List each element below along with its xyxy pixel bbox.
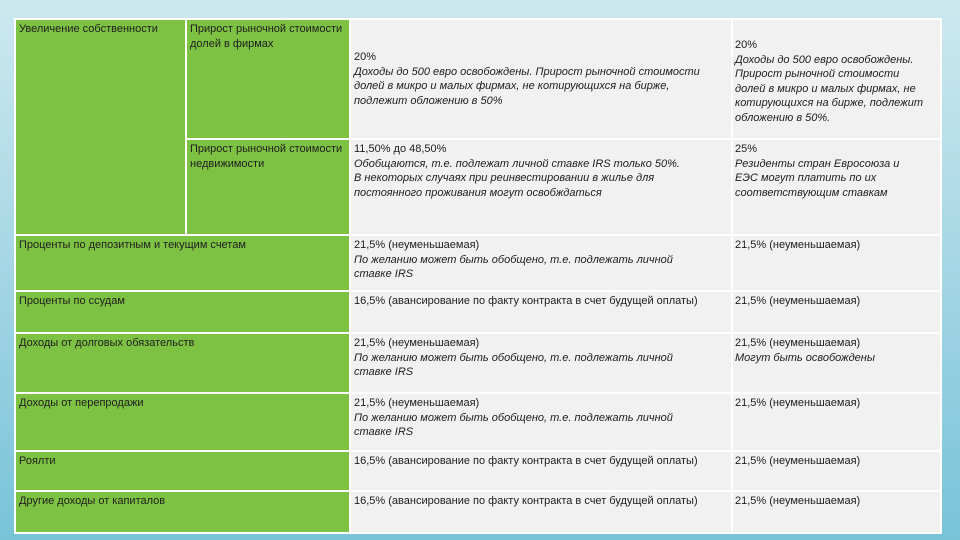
col2-cell <box>732 19 941 139</box>
col1-note: Обобщаются, т.е. подлежат личной ставке IRS только 50%. В некоторых случаях при реинвестировании в жилье для постоянного проживания могут освобждаться <box>354 157 680 199</box>
col1-rate: 16,5% (авансирование по факту контракта в счет будущей оплаты) <box>354 295 698 307</box>
col1-note: По желанию может быть обобщено, т.е. подлежать личной ставке IRS <box>354 411 673 438</box>
col2-cell <box>732 291 941 333</box>
row-label: Проценты по ссудам <box>15 291 350 333</box>
col2-rate: 20% <box>735 39 758 51</box>
col2-rate: 21,5% (неуменьшаемая) <box>735 295 861 307</box>
col2-cell <box>732 393 941 451</box>
col2-note: Могут быть освобождены <box>735 351 875 364</box>
col2-cell <box>732 139 941 235</box>
row-sublabel: Прирост рыночной стоимости недвижимости <box>186 139 350 235</box>
col1-cell <box>350 333 732 393</box>
col2-rate: 25% <box>735 143 758 155</box>
table-row <box>15 291 941 333</box>
col1-cell <box>350 393 732 451</box>
col2-cell <box>732 235 941 291</box>
col1-cell <box>350 19 732 139</box>
col1-rate: 16,5% (авансирование по факту контракта в счет будущей оплаты) <box>354 495 698 507</box>
col2-rate: 21,5% (неуменьшаемая) <box>735 239 861 251</box>
row-label: Увеличение собственности <box>15 19 186 235</box>
col2-cell <box>732 333 941 393</box>
col2-rate: 21,5% (неуменьшаемая) <box>735 337 861 349</box>
col2-rate: 21,5% (неуменьшаемая) <box>735 455 861 467</box>
col2-rate: 21,5% (неуменьшаемая) <box>735 397 861 409</box>
col2-rate: 21,5% (неуменьшаемая) <box>735 495 861 507</box>
col1-cell <box>350 291 732 333</box>
col2-note: Резиденты стран Евросоюза и ЕЭС могут платить по их соответствующим ставкам <box>735 157 900 199</box>
table-row <box>15 491 941 533</box>
col1-rate: 21,5% (неуменьшаемая) <box>354 337 480 349</box>
table-row <box>15 333 941 393</box>
row-sublabel: Прирост рыночной стоимости долей в фирмах <box>186 19 350 139</box>
col1-rate: 16,5% (авансирование по факту контракта в счет будущей оплаты) <box>354 455 698 467</box>
col2-note: Доходы до 500 евро освобождены. Прирост рыночной стоимости долей в микро и малых фирмах, не котирующихся на бирже, подлежит обложению в 50%. <box>735 53 924 124</box>
col1-rate: 20% <box>354 51 377 63</box>
row-label: Доходы от долговых обязательств <box>15 333 350 393</box>
col1-cell <box>350 139 732 235</box>
row-label: Роялти <box>15 451 350 491</box>
col1-cell <box>350 491 732 533</box>
col2-cell <box>732 491 941 533</box>
table-row <box>15 393 941 451</box>
col1-rate: 21,5% (неуменьшаемая) <box>354 397 480 409</box>
col1-rate: 21,5% (неуменьшаемая) <box>354 239 480 251</box>
tax-table <box>14 18 942 534</box>
col1-note: Доходы до 500 евро освобождены. Прирост рыночной стоимости долей в микро и малых фирмах, не котирующихся на бирже, подлежит обложению в 50% <box>354 65 700 107</box>
table-row <box>15 19 941 139</box>
col2-cell <box>732 451 941 491</box>
row-label: Другие доходы от капиталов <box>15 491 350 533</box>
col1-note: По желанию может быть обобщено, т.е. подлежать личной ставке IRS <box>354 253 673 280</box>
col1-note: По желанию может быть обобщено, т.е. подлежать личной ставке IRS <box>354 351 673 378</box>
table-row <box>15 235 941 291</box>
col1-cell <box>350 451 732 491</box>
table-row <box>15 451 941 491</box>
col1-cell <box>350 235 732 291</box>
col1-rate: 11,50% до 48,50% <box>354 143 447 155</box>
row-label: Проценты по депозитным и текущим счетам <box>15 235 350 291</box>
row-label: Доходы от перепродажи <box>15 393 350 451</box>
